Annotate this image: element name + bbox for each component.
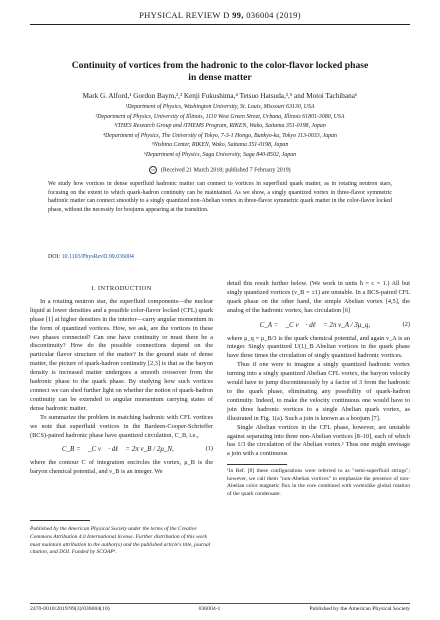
affiliation-2: ²Department of Physics, University of Illinois, 1110 West Green Street, Urbana, Illinois 61801-3080, USA <box>95 113 345 120</box>
pubnote-rule <box>30 520 90 521</box>
journal-name: PHYSICAL REVIEW D <box>139 10 230 20</box>
doi-link[interactable]: 10.1103/PhysRevD.99.036004 <box>61 254 134 260</box>
equation-2 <box>227 321 410 330</box>
footnote-1: ¹In Ref. [8] these configurations were referred to as "semi-superfluid strings"; however, we call them "non-Abelian vortices" to emphasize the presence of non-Abelian color magnetic flux in the core combined with vortexlike global rotation of the quark condensate. <box>227 468 410 497</box>
creative-commons-icon: cc <box>151 167 156 172</box>
section-heading: I. INTRODUCTION <box>91 285 152 292</box>
affiliation-1: ¹Department of Physics, Washington University, St. Louis, Missouri 63130, USA <box>125 104 315 110</box>
equation-1-number: (1) <box>205 445 213 453</box>
title-line-2: in dense matter <box>188 72 252 83</box>
left-column <box>30 285 213 477</box>
equation-2-expression: C_A = ∮_C v⃗ · dℓ⃗ = 2π ν_A / 3μ_q, <box>259 320 371 329</box>
page-footer <box>30 606 410 612</box>
affiliation-3: ³iTHES Research Group and iTHEMS Program, RIKEN, Wako, Saitama 351-0198, Japan <box>114 123 326 130</box>
affiliations <box>30 103 410 161</box>
abstract: We study how vortices in dense superfluid hadronic matter can connect to vortices in superfluid quark matter, as in rotating neutron stars, focusing on the extent to which quark-hadron continuity can be maintained. As we show, a singly quantized vortex in three-flavor symmetric hadronic matter can connect smoothly to a singly quantized non-Abelian vortex in three-flavor symmetric quark matter in the color-flavor locked phase, without the necessity for boojums appearing at the transition. <box>48 181 392 213</box>
intro-paragraph-1: In a rotating neutron star, the superfluid components—the nuclear liquid at lower densities and a possible color-flavor locked (CFL) quark phase [1] at higher densities in the interior—carry angular momentum in the form of quantized vortices. How, we ask, are the vortices in these two phases connected? Can one have continuity or must there be a discontinuity? How do the possible connections depend on the particular flavor structure of the matter? In the ground state of dense matter, the picture of quark-hadron continuity [2,3] is that as the baryon density is increased matter undergoes a smooth crossover from the hadronic phase to the quark phase. By studying how such vortices connect we can shed further light on whether the notion of quark-hadron continuity can be extended to angular momentum carrying states of dense hadronic matter. <box>30 297 213 412</box>
received-dates: (Received 21 March 2018; published 7 February 2019) <box>160 167 291 174</box>
right-paragraph-3: Thus if one were to imagine a singly quantized hadronic vortex turning into a singly quantized Abelian CFL vortex, the baryon velocity would have to jump discontinuously by a factor of 3 from the hadronic to the quark phase, eliminating any possibility of quark-hadron continuity. Indeed, to make the velocity continuous one would have to join three hadronic vortices to a single Abelian quark vortex, as illustrated in Fig. 1(a). Such a join is known as a boojum [7]. <box>227 361 410 422</box>
affiliation-5: ⁵Nishina Center, RIKEN, Wako, Saitama 351-0198, Japan <box>151 142 289 149</box>
footnote-rule <box>227 464 287 465</box>
article-number: 036004 (2019) <box>246 10 301 20</box>
right-paragraph-2: where μ_q = μ_B/3 is the quark chemical potential, and again ν_A is an integer. Singly quantized U(1)_B Abelian vortices in the quark phase have three times the circulation of singly quantized hadronic vortices. <box>227 334 410 360</box>
intro-paragraph-3: where the contour C of integration encircles the vortex, μ_B is the baryon chemical potential, and ν_B is an integer. We <box>30 459 213 476</box>
footer-issn: 2470-0010/2019/99(3)/036004(10) <box>30 606 110 612</box>
equation-1 <box>30 445 213 454</box>
footer-page-number: 036004-1 <box>198 606 221 612</box>
right-paragraph-1: detail this result further below. (We work in units ħ = c = 1.) All but singly quantized vortices (ν_B = ±1) are unstable. In a BCS-paired CFL quark phase on the other hand, the simple Abelian vortex [4,5], the analog of the hadronic vortex, has circulation [6] <box>227 280 410 314</box>
received-line <box>30 166 410 174</box>
affiliation-4: ⁴Department of Physics, The University of Tokyo, 7-3-1 Hongo, Bunkyo-ku, Tokyo 113-0033, Japan <box>103 132 337 139</box>
volume: 99, <box>232 10 244 20</box>
doi-label: DOI: <box>48 254 61 260</box>
affiliation-6: ⁶Department of Physics, Saga University, Saga 840-8502, Japan <box>143 151 297 158</box>
header-rule <box>30 24 410 25</box>
title-line-1: Continuity of vortices from the hadronic to the color-flavor locked phase <box>71 60 369 71</box>
paper-title <box>40 60 400 84</box>
intro-paragraph-2: To summarize the problem in matching hadronic with CFL vortices we note that superfluid vortices in the Bardeen-Cooper-Schrieffer (BCS)-paired hadronic phase have quantized circulation, C_B, i.e., <box>30 413 213 439</box>
equation-2-number: (2) <box>402 320 410 328</box>
right-column <box>227 280 410 499</box>
running-header <box>30 10 410 20</box>
footer-rule <box>30 603 410 604</box>
publication-note: Published by the American Physical Society under the terms of the Creative Commons Attribution 4.0 International license. Further distribution of this work must maintain attribution to the author(s) and the published article's title, journal citation, and DOI. Funded by SCOAP³. <box>30 526 211 556</box>
doi-line <box>48 254 134 260</box>
author-list: Mark G. Alford,¹ Gordon Baym,²,³ Kenji Fukushima,⁴ Tetsuo Hatsuda,³,⁵ and Motoi Tachibana⁶ <box>82 92 358 100</box>
right-paragraph-4: Single Abelian vortices in the CFL phase, however, are unstable against separating into three non-Abelian vortices [8–10], each of which has 1/3 the circulation of the Abelian vortex.¹ Thus one might envisage a join with a continuous <box>227 423 410 458</box>
equation-1-expression: C_B = ∮_C v⃗ · dℓ⃗ = 2π ν_B / 2μ_N, <box>61 445 174 454</box>
footer-publisher: Published by the American Physical Society <box>309 606 410 612</box>
